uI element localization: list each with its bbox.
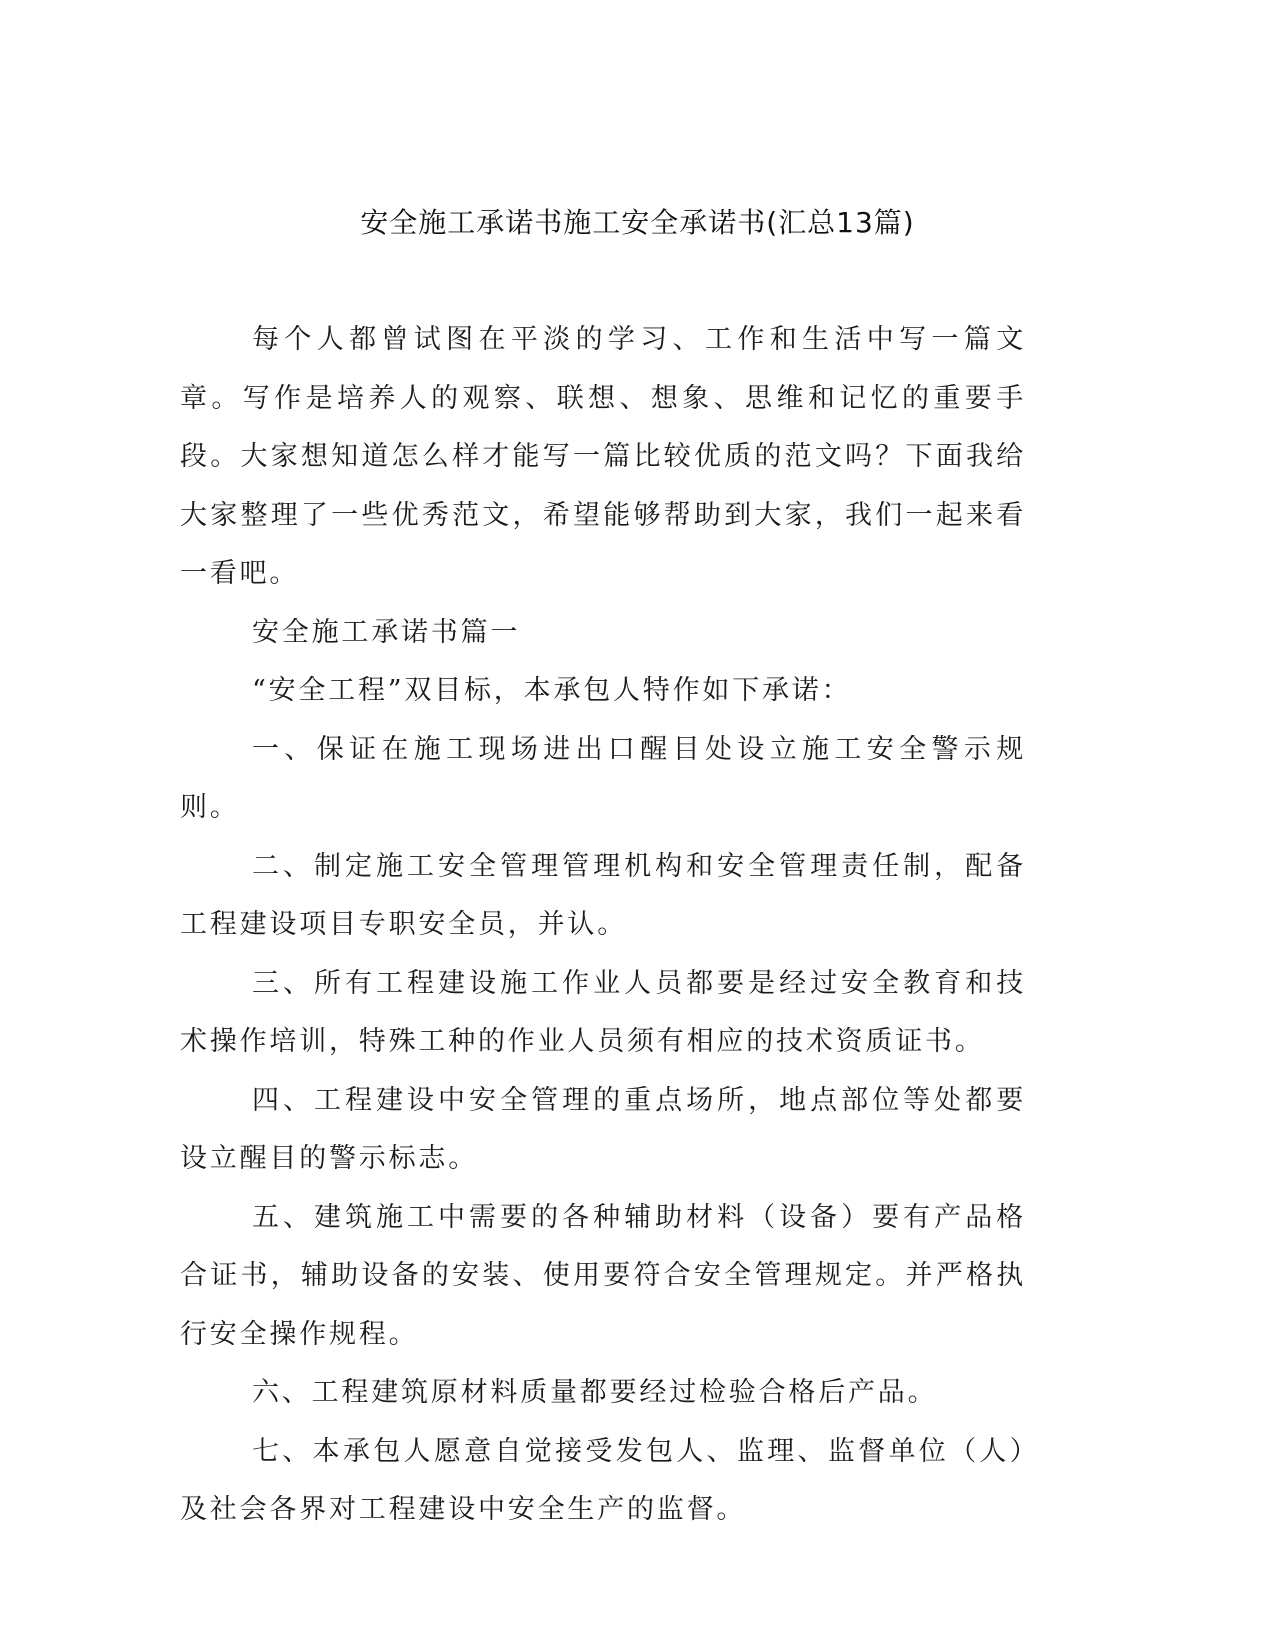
- commitment-item-7: 七、本承包人愿意自觉接受发包人、监理、监督单位（人）及社会各界对工程建设中安全生产的监督。: [180, 1435, 1026, 1525]
- commitment-item-6: 六、工程建筑原材料质量都要经过检验合格后产品。: [252, 1377, 938, 1408]
- commitment-intro: “安全工程”双目标，本承包人特作如下承诺：: [252, 675, 852, 706]
- intro-paragraph: 每个人都曾试图在平淡的学习、工作和生活中写一篇文章。写作是培养人的观察、联想、想象、思维和记忆的重要手段。大家想知道怎么样才能写一篇比较优质的范文吗？下面我给大家整理了一些优秀范文，希望能够帮助到大家，我们一起来看一看吧。: [180, 324, 1026, 589]
- section-heading: 安全施工承诺书篇一: [252, 616, 521, 648]
- document-body: [180, 311, 1026, 1540]
- commitment-item-1: 一、保证在施工现场进出口醒目处设立施工安全警示规则。: [180, 733, 1026, 823]
- document-title: 安全施工承诺书施工安全承诺书(汇总13篇): [360, 206, 915, 239]
- commitment-item-3: 三、所有工程建设施工作业人员都要是经过安全教育和技术操作培训，特殊工种的作业人员须有相应的技术资质证书。: [180, 967, 1026, 1057]
- commitment-item-2: 二、制定施工安全管理管理机构和安全管理责任制，配备工程建设项目专职安全员，并认。: [180, 850, 1026, 940]
- commitment-item-4: 四、工程建设中安全管理的重点场所，地点部位等处都要设立醒目的警示标志。: [180, 1084, 1026, 1174]
- commitment-item-5: 五、建筑施工中需要的各种辅助材料（设备）要有产品格合证书，辅助设备的安装、使用要符合安全管理规定。并严格执行安全操作规程。: [180, 1201, 1026, 1350]
